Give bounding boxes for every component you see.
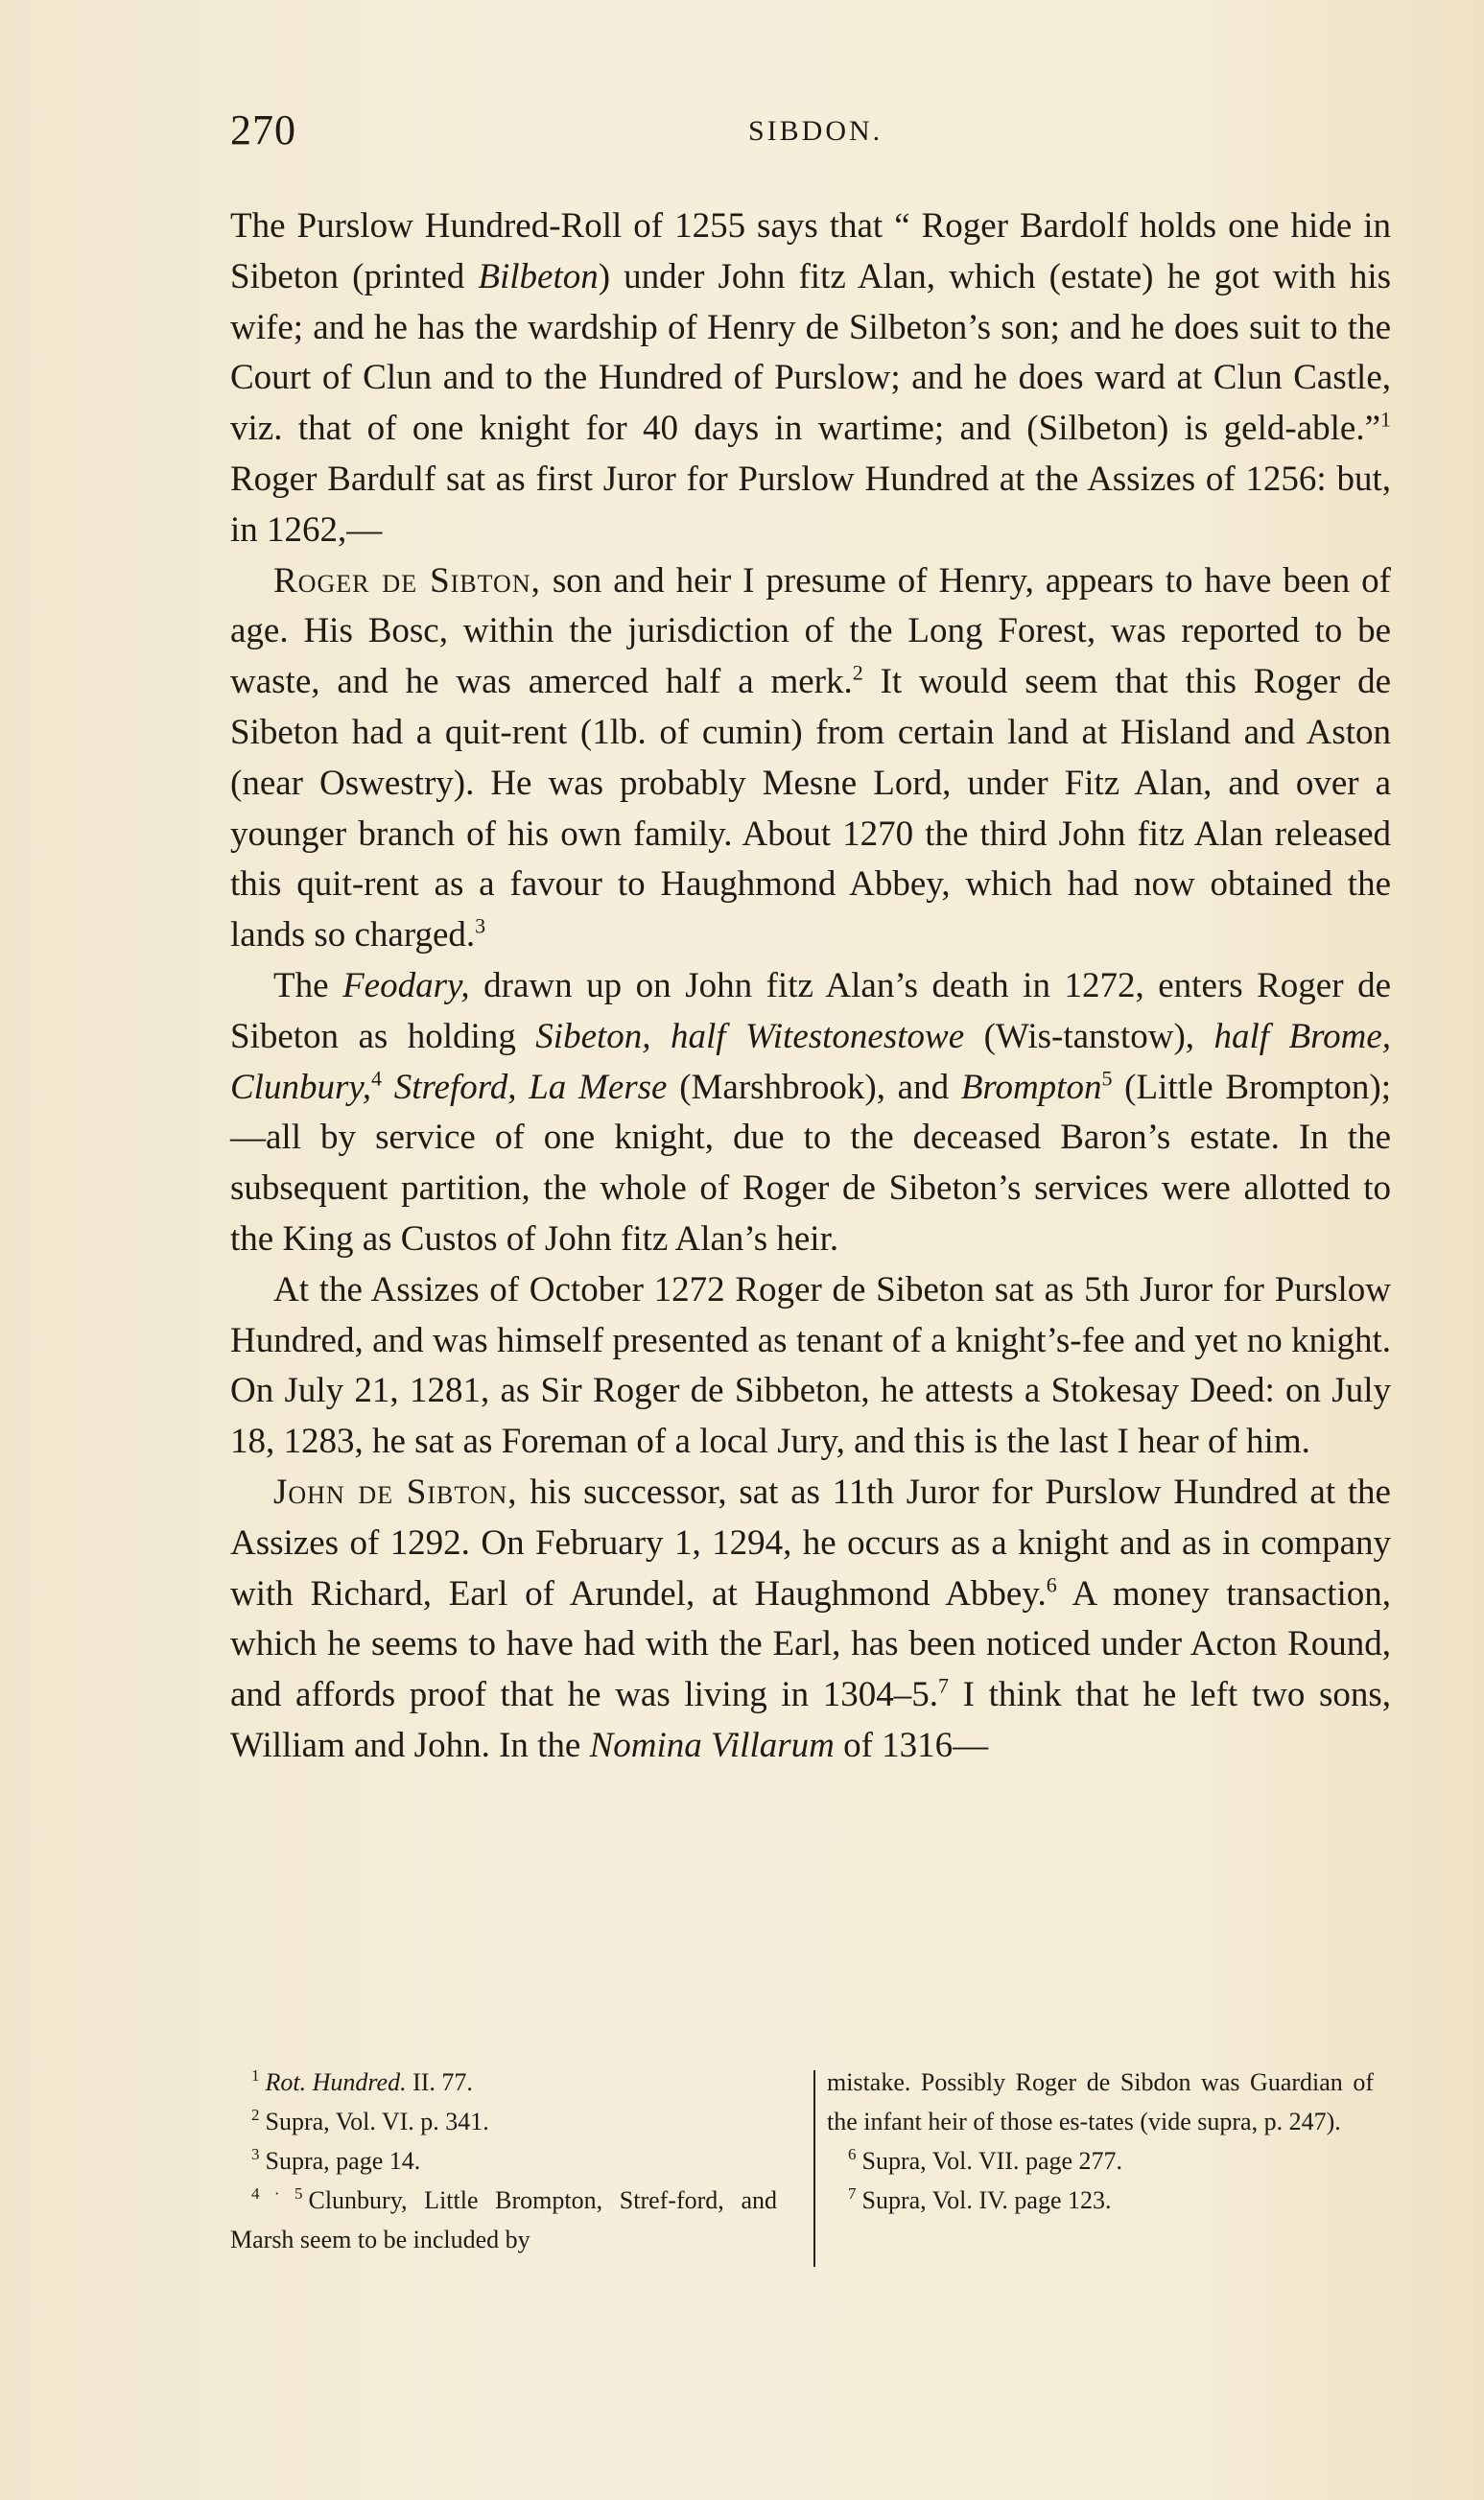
footnotes-left-column [230,2063,777,2259]
italic-term: Brompton [960,1067,1102,1107]
footnote-2: $^2$ Supra, Vol. VI. p. 341. [251,2106,489,2135]
footnotes [230,2063,1391,2283]
footnote-4-5: $^{4 \cdot 5}$ Clunbury, Little Brompton, Stref-ford, and Marsh seem to be included by [230,2184,777,2253]
body-text [230,201,1391,1772]
italic-term: Sibeton, half Witestonestowe [535,1016,965,1056]
paragraph-2: Roger de Sibton, son and heir I presume of Henry, appears to have been of age. His Bosc, within the jurisdiction of the Long Forest, was reported to be waste, and he was amerced half a merk.$^2$ It would seem that this Roger de Sibeton had a quit-rent (1lb. of cumin) from certain land at Hisland and Aston (near Oswestry). He was probably Mesne Lord, under Fitz Alan, and over a younger branch of his own family. About 1270 the third John fitz Alan released this quit-rent as a favour to Haughmond Abbey, which had now obtained the lands so charged.$^3$ [230,560,1391,955]
italic-term: Nomina Villarum [589,1725,835,1765]
person-name: John de Sibton, [273,1472,518,1512]
paragraph-5: John de Sibton, his successor, sat as 11th Juror for Purslow Hundred at the Assizes of 1292. On February 1, 1294, he occurs as a knight and as in company with Richard, Earl of Arundel, at Haughmond Abbey.$^6$ A money transaction, which he seems to have had with the Earl, has been noticed under Acton Round, and affords proof that he was living in 1304–5.$^7$ I think that he left two sons, William and John. In the Nomina Villarum of 1316— [230,1472,1392,1765]
footnotes-right-column [827,2063,1374,2220]
paragraph-1: The Purslow Hundred-Roll of 1255 says that “ Roger Bardolf holds one hide in Sibeton (printed Bilbeton) under John fitz Alan, which (estate) he got with his wife; and he has the wardship of Henry de Silbeton’s son; and he does suit to the Court of Clun and to the Hundred of Purslow; and he does ward at Clun Castle, viz. that of one knight for 40 days in wartime; and (Silbeton) is geld-able.”$^1$ Roger Bardulf sat as first Juror for Purslow Hundred at the Assizes of 1256: but, in 1262,— [230,206,1391,550]
running-head: SIBDON. [748,115,883,147]
footnote-divider [813,2070,815,2267]
footnote-ref[interactable]: 1 [1380,407,1391,432]
footnote-ref[interactable]: 7 [938,1673,949,1698]
italic-term: Bilbeton [478,256,599,296]
footnote-ref[interactable]: 2 [852,660,863,685]
footnote-ref[interactable]: 4 [371,1066,382,1091]
italic-term: Streford, La Merse [393,1067,668,1107]
footnote-1: $^1$ Rot. Hundred. II. 77. [251,2066,473,2096]
footnote-ref[interactable]: 6 [1046,1572,1057,1597]
footnote-7: $^7$ Supra, Vol. IV. page 123. [848,2184,1112,2214]
page-number: 270 [230,106,296,153]
paragraph-4: At the Assizes of October 1272 Roger de Sibeton sat as 5th Juror for Purslow Hundred, and was himself presented as tenant of a knight’s-fee and yet no knight. On July 21, 1281, as Sir Roger de Sibbeton, he attests a Stokesay Deed: on July 18, 1283, he sat as Foreman of a local Jury, and this is the last I hear of him. [230,1269,1391,1462]
footnote-3: $^3$ Supra, page 14. [251,2145,421,2175]
footnote-4-5-continued: mistake. Possibly Roger de Sibdon was Guardian of the infant heir of those es-tates (vide supra, p. 247). [827,2068,1374,2135]
italic-term: half Brome, Clunbury, [230,1016,1392,1107]
footnote-ref[interactable]: 5 [1101,1066,1113,1091]
paragraph-3: The Feodary, drawn up on John fitz Alan’s death in 1272, enters Roger de Sibeton as holding Sibeton, half Witestonestowe (Wis-tanstow), half Brome, Clunbury,$^4$ Streford, La Merse (Marshbrook), and Brompton$^5$ (Little Brompton);—all by service of one knight, due to the deceased Baron’s estate. In the subsequent partition, the whole of Roger de Sibeton’s services were allotted to the King as Custos of John fitz Alan’s heir. [230,965,1392,1259]
footnote-6: $^6$ Supra, Vol. VII. page 277. [848,2145,1123,2175]
italic-term: Feodary, [342,965,470,1005]
person-name: Roger de Sibton, [273,560,541,601]
page-header [230,106,1381,163]
footnote-ref[interactable]: 3 [475,913,486,938]
